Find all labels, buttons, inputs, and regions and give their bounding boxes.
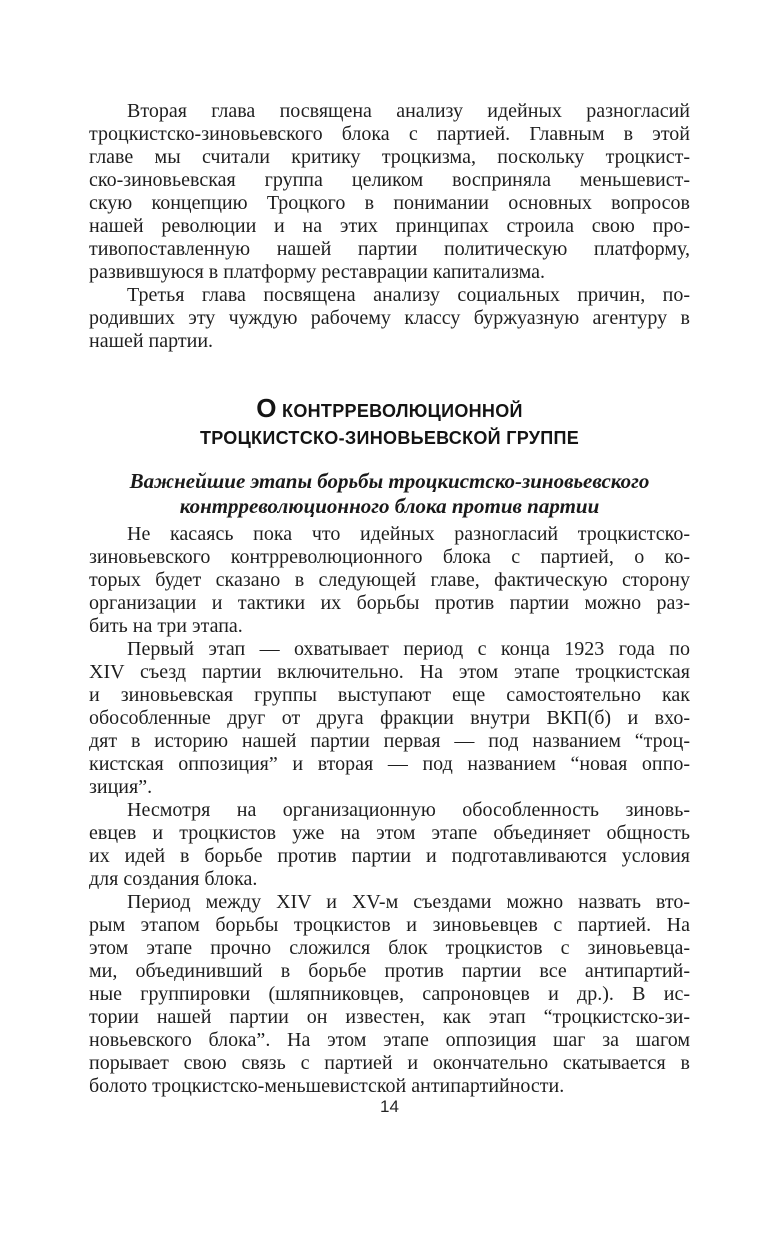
text-line: троцкистско-зиновьевского блока с партией. Главным в этой [89, 123, 690, 145]
text-line: их идей в борьбе против партии и подготавливаются условия [89, 845, 690, 867]
chapter-heading-initial: О [256, 393, 277, 423]
text-line: порывает свою связь с партией и окончательно скатывается в [89, 1052, 690, 1074]
text-line: торых будет сказано в следующей главе, фактическую сторону [89, 569, 690, 591]
text-line: тории нашей партии он известен, как этап “троцкистско-зи- [89, 1006, 690, 1028]
text-line: евцев и троцкистов уже на этом этапе объединяет общность [89, 822, 690, 844]
text-line: зиция”. [89, 776, 153, 798]
paragraph-body-2 [89, 638, 690, 799]
text-line: болото троцкистско-меньшевистской антипартийности. [89, 1075, 565, 1097]
text-line: Вторая глава посвящена анализу идейных разногласий [127, 100, 690, 122]
text-line: рым этапом борьбы троцкистов и зиновьевцев с партией. На [89, 914, 690, 936]
text-line: Первый этап — охватывает период с конца 1923 года по [127, 638, 690, 660]
text-line: Период между XIV и XV-м съездами можно назвать вто- [127, 891, 690, 913]
chapter-heading-line-1-rest: КОНТРРЕВОЛЮЦИОННОЙ [276, 401, 523, 421]
text-line: главе мы считали критику троцкизма, поскольку троцкист- [89, 146, 690, 168]
paragraph-body-1 [89, 523, 690, 638]
text-line: контрреволюционного блока против партии [179, 494, 600, 518]
chapter-heading [89, 395, 690, 452]
text-line: ные группировки (шляпниковцев, сапроновцев и др.). В ис- [89, 983, 690, 1005]
text-column [89, 100, 690, 1098]
text-line: Третья глава посвящена анализу социальных причин, по- [127, 284, 690, 306]
text-line: Не касаясь пока что идейных разногласий троцкистско- [127, 523, 690, 545]
text-line: родивших эту чуждую рабочему классу буржуазную агентуру в [89, 307, 690, 329]
text-line: скую концепцию Троцкого в понимании основных вопросов [89, 192, 690, 214]
text-line: нашей партии. [89, 330, 214, 352]
text-line: Несмотря на организационную обособленность зиновь- [127, 799, 690, 821]
text-line: нашей революции и на этих принципах строила свою про- [89, 215, 690, 237]
page-number: 14 [380, 1097, 399, 1116]
text-line: ско-зиновьевская группа целиком восприняла меньшевист- [89, 169, 690, 191]
paragraph-intro-2 [89, 284, 690, 353]
text-line: XIV съезд партии включительно. На этом этапе троцкистская [89, 661, 690, 683]
chapter-heading-line-2: ТРОЦКИСТСКО-ЗИНОВЬЕВСКОЙ ГРУППЕ [199, 428, 580, 448]
paragraph-body-4 [89, 891, 690, 1098]
text-line: для создания блока. [89, 868, 258, 890]
text-line: зиновьевского контрреволюционного блока с партией, о ко- [89, 546, 690, 568]
text-line: развившуюся в платформу реставрации капитализма. [89, 261, 546, 283]
text-line: и зиновьевская группы выступают еще самостоятельно как [89, 684, 690, 706]
text-line: бить на три этапа. [89, 615, 243, 637]
paragraph-body-3 [89, 799, 690, 891]
chapter-heading-line-1 [89, 395, 690, 425]
text-line: этом этапе прочно сложился блок троцкистов с зиновьевца- [89, 937, 690, 959]
section-subheading [89, 469, 690, 519]
text-line: Важнейшие этапы борьбы троцкистско-зиновьевского [129, 469, 650, 493]
text-line: дят в историю нашей партии первая — под названием “троц- [89, 730, 690, 752]
text-line: тивопоставленную нашей партии политическую платформу, [89, 238, 690, 260]
paragraph-intro-1 [89, 100, 690, 284]
text-line: обособленные друг от друга фракции внутри ВКП(б) и вхо- [89, 707, 690, 729]
text-line: ми, объединивший в борьбе против партии все антипартий- [89, 960, 690, 982]
text-line: организации и тактики их борьбы против партии можно раз- [89, 592, 690, 614]
text-line: новьевского блока”. На этом этапе оппозиция шаг за шагом [89, 1029, 690, 1051]
text-line: кистская оппозиция” и вторая — под названием “новая оппо- [89, 753, 690, 775]
